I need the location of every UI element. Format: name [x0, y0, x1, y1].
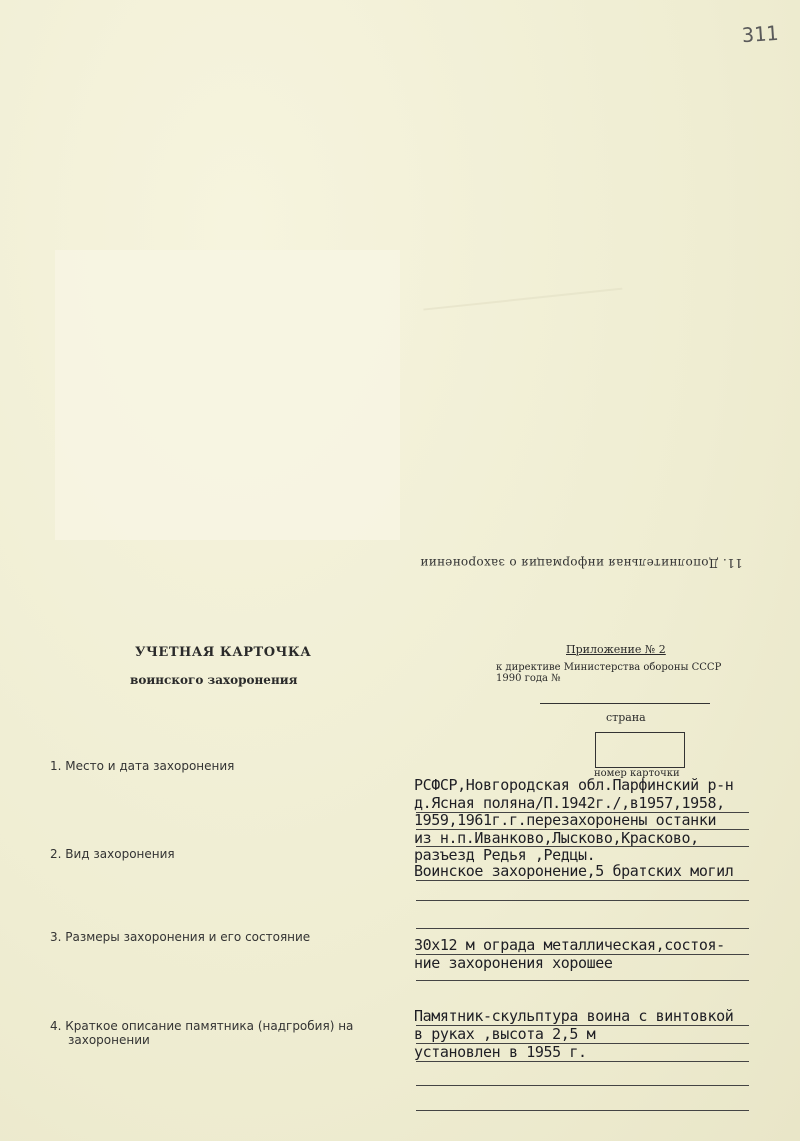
size-state-line-2: ние захоронения хорошее [414, 954, 613, 972]
appendix-label: Приложение № 2 [566, 643, 666, 656]
place-date-line-4: из н.п.Иванково,Лысково,Красково, [414, 829, 699, 847]
place-date-line-1: РСФСР,Новгородская обл.Парфинский р-н [414, 776, 734, 794]
monument-line-3: установлен в 1955 г. [414, 1043, 587, 1061]
underline [416, 880, 749, 881]
card-number-box [595, 732, 685, 768]
card-title: УЧЕТНАЯ КАРТОЧКА [135, 645, 312, 660]
directive-line-2: 1990 года № [496, 673, 561, 684]
underline [416, 812, 749, 813]
field-monument-label-2: захоронении [68, 1033, 150, 1047]
underline [416, 1043, 749, 1044]
field-type-label: 2. Вид захоронения [50, 847, 175, 861]
country-label: страна [606, 711, 646, 724]
photo-placeholder [55, 250, 400, 540]
type-line-1: Воинское захоронение,5 братских могил [414, 862, 734, 880]
embossed-mark [423, 288, 626, 351]
directive-line-1: к директиве Министерства обороны СССР [496, 662, 722, 673]
place-date-line-2: д.Ясная поляна/П.1942г./,в1957,1958, [414, 794, 725, 812]
directive-text [496, 662, 736, 684]
underline [416, 954, 749, 955]
archive-number: 311 [741, 20, 779, 48]
field-size-state-label: 3. Размеры захоронения и его состояние [50, 930, 311, 944]
field-monument-label-1: 4. Краткое описание памятника (надгробия) на [50, 1019, 354, 1033]
underline [416, 1085, 749, 1086]
underline [416, 1061, 749, 1062]
underline [416, 980, 749, 981]
size-state-line-1: 30х12 м ограда металлическая,состоя- [414, 936, 725, 954]
monument-line-1: Памятник-скульптура воина с винтовкой [414, 1007, 734, 1025]
monument-line-2: в руках ,высота 2,5 м [414, 1025, 596, 1043]
card-number-label: номер карточки [594, 768, 680, 779]
place-date-line-5: разъезд Редья ,Редцы. [414, 846, 596, 864]
country-line [540, 703, 710, 704]
underline [416, 846, 749, 847]
reverse-side-heading: 11. Дополнительная информация о захоронении [420, 556, 743, 570]
underline [416, 928, 749, 929]
field-place-date-label: 1. Место и дата захоронения [50, 759, 235, 773]
underline [416, 829, 749, 830]
place-date-line-3: 1959,1961г.г.перезахоронены останки [414, 811, 717, 829]
underline [416, 1025, 749, 1026]
card-subtitle: воинского захоронения [130, 673, 298, 687]
underline [416, 900, 749, 901]
underline [416, 1110, 749, 1111]
